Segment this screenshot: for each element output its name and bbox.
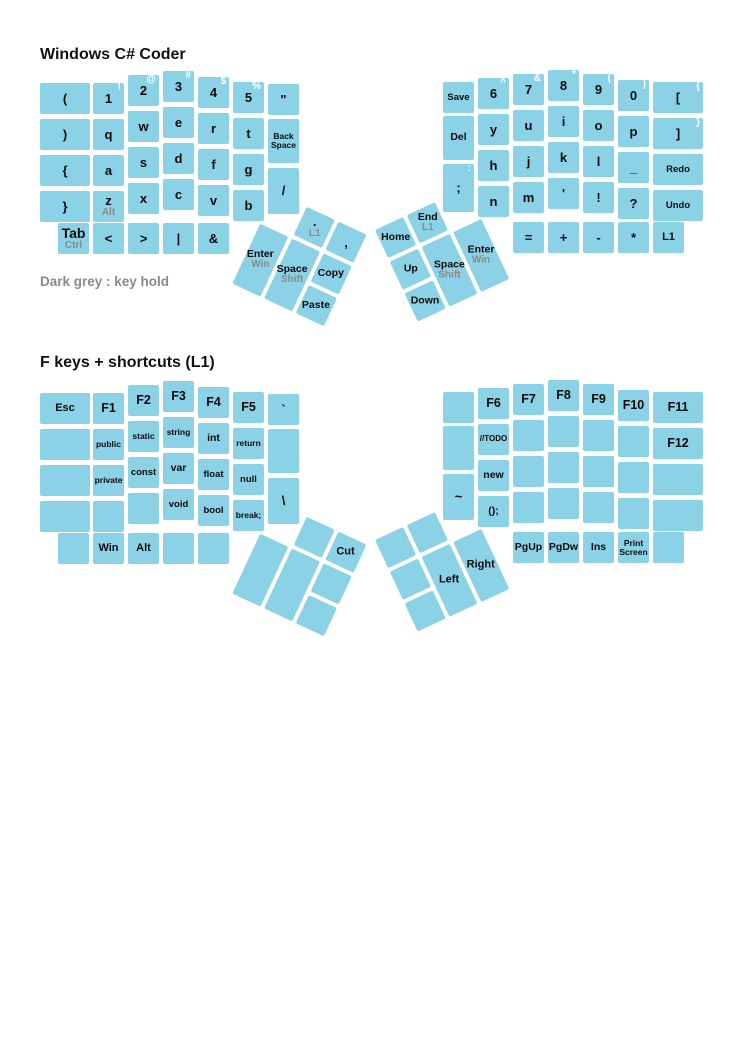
key-exclamation (583, 182, 614, 213)
key-pgup (513, 532, 544, 563)
key-label: b (244, 197, 253, 213)
key-label: void (168, 498, 189, 510)
key-back-space (268, 119, 299, 163)
key-minus (583, 222, 614, 253)
base-layer-title: Windows C# Coder (40, 46, 186, 63)
key-blank (128, 493, 159, 524)
key-blank (513, 456, 544, 487)
key-label: ] (675, 125, 681, 141)
key-static (128, 421, 159, 452)
key-label: L1 (662, 230, 675, 243)
key-label: c (174, 186, 183, 202)
key-4 (198, 77, 229, 108)
key-blank (198, 533, 229, 564)
key-label: y (489, 121, 498, 137)
key-const (128, 457, 159, 488)
key-blank (268, 429, 299, 473)
key-l (583, 146, 614, 177)
key-label: 7 (524, 81, 533, 97)
key-f10 (618, 390, 649, 421)
key-j (513, 146, 544, 177)
key-q (93, 119, 124, 150)
key-label: Cut (336, 545, 356, 558)
key-label: - (596, 229, 601, 245)
key-label: Win (98, 541, 119, 554)
key-ampersand (198, 223, 229, 254)
key-label: private (94, 475, 123, 486)
legend-note: Dark grey : key hold (40, 274, 170, 289)
shifted-symbol-label: & (533, 73, 541, 84)
key-h (478, 150, 509, 181)
key-undo (653, 190, 703, 221)
key-label: u (524, 117, 533, 133)
key-f6 (478, 388, 509, 419)
key-label: Redo (666, 163, 690, 175)
key-label: Ins (590, 540, 607, 553)
key-label: bool (203, 504, 224, 516)
key-t (233, 118, 264, 149)
key-label: F2 (136, 392, 151, 407)
key-null (233, 464, 264, 495)
key-label: < (104, 230, 113, 246)
key-label: | (176, 230, 181, 246)
key-label: F5 (241, 399, 256, 414)
key-label: Enter (246, 248, 274, 261)
key-9 (583, 74, 614, 105)
key-plus (548, 222, 579, 253)
key-todo-comment (478, 424, 509, 455)
key-label: new (483, 468, 504, 481)
key-label: Space (276, 263, 308, 276)
key-label: Up (403, 262, 418, 275)
hold-label: Alt (101, 207, 116, 219)
key-w (128, 111, 159, 142)
key-r (198, 113, 229, 144)
key-label: i (561, 113, 566, 129)
key-label: 5 (244, 89, 253, 105)
key-label: \ (281, 493, 286, 509)
key-label: , (344, 234, 348, 250)
key-0 (618, 80, 649, 111)
key-blank (40, 429, 90, 460)
key-label: k (559, 149, 568, 165)
key-label: d (174, 150, 183, 166)
key-label: > (139, 230, 148, 246)
key-label: PgUp (514, 540, 543, 553)
key-b (233, 190, 264, 221)
key-blank (58, 533, 89, 564)
key-alt (128, 533, 159, 564)
key-bracket-close (653, 118, 703, 149)
key-label: & (208, 230, 219, 246)
key-brace-close (40, 191, 90, 222)
key-f4 (198, 387, 229, 418)
key-label: * (630, 229, 637, 245)
key-1 (93, 83, 124, 114)
key-label: ) (62, 126, 68, 142)
key-paren-close (40, 119, 90, 150)
key-blank (653, 464, 703, 495)
key-private (93, 465, 124, 496)
key-label: 4 (209, 84, 218, 100)
key-label: F4 (206, 394, 221, 409)
key-string (163, 417, 194, 448)
key-underscore (618, 152, 649, 183)
key-label: var (170, 461, 187, 474)
key-label: Right (467, 558, 496, 571)
key-blank (618, 498, 649, 529)
key-f2 (128, 385, 159, 416)
key-brace-open (40, 155, 90, 186)
key-backtick (268, 394, 299, 425)
shifted-symbol-label: ^ (500, 77, 506, 88)
key-label: F9 (591, 391, 606, 406)
key-label: p (629, 123, 638, 139)
key-semicolon (443, 164, 474, 212)
shifted-symbol-label: : (467, 163, 471, 174)
key-ins (583, 532, 614, 563)
key-label: //TODO (479, 434, 508, 444)
key-f9 (583, 384, 614, 415)
key-d (163, 143, 194, 174)
key-label: ' (561, 185, 566, 201)
key-c (163, 179, 194, 210)
key-label: j (526, 153, 531, 169)
hold-label: L1 (308, 227, 321, 239)
shifted-symbol-label: ) (642, 79, 646, 90)
shifted-symbol-label: # (185, 70, 191, 81)
key-label: " (280, 91, 287, 107)
key-label: } (62, 198, 68, 214)
key-blank (583, 492, 614, 523)
hold-label: L1 (421, 221, 434, 233)
key-label: w (138, 118, 149, 134)
key-public (93, 429, 124, 460)
key-label: F11 (667, 399, 689, 414)
key-f3 (163, 381, 194, 412)
key-n (478, 186, 509, 217)
key-blank (93, 501, 124, 532)
shifted-symbol-label: * (572, 69, 576, 80)
key-blank (443, 392, 474, 423)
key-label: F12 (667, 435, 689, 450)
key-var (163, 453, 194, 484)
hold-label: Shift (438, 269, 461, 281)
key-label: Del (450, 131, 467, 144)
key-label: int (207, 431, 220, 444)
key-paren-open (40, 83, 90, 114)
key-2 (128, 75, 159, 106)
key-blank (618, 426, 649, 457)
shifted-symbol-label: @ (146, 74, 156, 85)
key-return (233, 428, 264, 459)
key-question (618, 188, 649, 219)
key-f11 (653, 392, 703, 423)
key-blank (653, 500, 703, 531)
key-label: const (130, 466, 157, 478)
key-label: break; (235, 510, 262, 521)
key-blank (653, 532, 684, 563)
key-void (163, 489, 194, 520)
key-label: string (166, 427, 191, 438)
key-label: PgDw (548, 540, 579, 553)
key-blank (513, 420, 544, 451)
key-label: F6 (486, 395, 501, 410)
key-label: o (594, 117, 603, 133)
key-label: Paste (302, 299, 331, 312)
key-p (618, 116, 649, 147)
key-label: h (489, 157, 498, 173)
key-label: . (312, 214, 317, 230)
key-z (93, 191, 124, 222)
shifted-symbol-label: { (696, 81, 700, 92)
hold-label: Win (251, 259, 270, 271)
key-label: [ (675, 89, 681, 105)
key-blank (443, 426, 474, 470)
key-new (478, 460, 509, 491)
key-print-screen (618, 532, 649, 563)
key-label: Save (447, 91, 470, 103)
key-label: F7 (521, 391, 536, 406)
key-label: z (105, 193, 112, 209)
key-greater-than (128, 223, 159, 254)
key-blank (583, 456, 614, 487)
key-6 (478, 78, 509, 109)
key-label: q (104, 126, 113, 142)
key-label: null (240, 473, 257, 485)
key-label: g (244, 161, 253, 177)
key-8 (548, 70, 579, 101)
key-label: _ (629, 159, 638, 175)
key-equals (513, 222, 544, 253)
key-label: ( (62, 90, 68, 106)
key-slash (268, 168, 299, 214)
key-f1 (93, 393, 124, 424)
key-label: Space (434, 258, 465, 271)
shifted-symbol-label: } (696, 117, 700, 128)
key-label: ` (281, 401, 286, 417)
key-label: m (522, 189, 535, 205)
key-label: 1 (104, 90, 113, 106)
key-label: 9 (594, 81, 603, 97)
key-label: s (139, 154, 148, 170)
key-label: Esc (55, 401, 75, 414)
key-blank (618, 462, 649, 493)
key-label: Home (381, 230, 411, 243)
shifted-symbol-label: ( (607, 73, 611, 84)
key-label: v (209, 192, 218, 208)
key-label: Undo (665, 199, 691, 211)
key-label: n (489, 193, 498, 209)
key-label: F1 (101, 400, 116, 415)
key-float (198, 459, 229, 490)
key-f8 (548, 380, 579, 411)
key-f12 (653, 428, 703, 459)
key-label: Print Screen (619, 537, 648, 557)
key-label: 6 (489, 85, 498, 101)
key-label: float (203, 468, 224, 480)
key-label: static (132, 431, 155, 442)
key-blank (163, 533, 194, 564)
shifted-symbol-label: $ (220, 76, 226, 87)
key-label: + (559, 229, 568, 245)
key-tab (58, 223, 89, 254)
key-asterisk (618, 222, 649, 253)
key-backslash (268, 478, 299, 524)
key-f7 (513, 384, 544, 415)
key-l1 (653, 222, 684, 253)
key-label: ? (629, 195, 638, 211)
key-label: Alt (136, 541, 151, 554)
key-i (548, 106, 579, 137)
key-label: l (596, 153, 601, 169)
key-label: = (524, 229, 533, 245)
key-label: F3 (171, 388, 186, 403)
key-pipe (163, 223, 194, 254)
key-save (443, 82, 474, 113)
key-label: r (210, 120, 217, 136)
key-label: public (95, 439, 122, 450)
key-m (513, 182, 544, 213)
key-del (443, 116, 474, 160)
key-blank (583, 420, 614, 451)
key-e (163, 107, 194, 138)
key-u (513, 110, 544, 141)
key-k (548, 142, 579, 173)
key-7 (513, 74, 544, 105)
key-blank (548, 416, 579, 447)
key-g (233, 154, 264, 185)
key-redo (653, 154, 703, 185)
key-tilde (443, 474, 474, 520)
key-label: ~ (454, 489, 463, 505)
hold-label: Ctrl (64, 239, 83, 251)
key-pgdw (548, 532, 579, 563)
key-label: 3 (174, 78, 183, 94)
key-label: t (246, 125, 251, 141)
key-a (93, 155, 124, 186)
key-bool (198, 495, 229, 526)
key-less-than (93, 223, 124, 254)
key-win (93, 533, 124, 564)
key-o (583, 110, 614, 141)
shifted-symbol-label: % (252, 81, 261, 92)
key-bracket-open (653, 82, 703, 113)
key-label: 8 (559, 77, 568, 93)
key-blank (40, 501, 90, 532)
key-label: Tab (61, 224, 86, 241)
key-label: 0 (629, 87, 638, 103)
key-label: Enter (467, 243, 495, 256)
key-double-quote (268, 84, 299, 115)
key-esc (40, 393, 90, 424)
hold-label: Win (472, 254, 491, 266)
key-label: { (62, 162, 68, 178)
key-label: F10 (622, 397, 645, 412)
key-label: End (417, 210, 438, 223)
key-label: F8 (556, 387, 571, 402)
key-s (128, 147, 159, 178)
key-label: Back Space (270, 131, 297, 150)
key-f5 (233, 392, 264, 423)
key-label: Left (439, 573, 460, 586)
key-label: ; (456, 180, 461, 196)
key-apostrophe (548, 178, 579, 209)
key-label: return (236, 438, 261, 449)
key-label: Copy (318, 267, 345, 280)
key-label: e (174, 114, 183, 130)
key-3 (163, 71, 194, 102)
key-label: Down (410, 294, 440, 307)
key-blank (513, 492, 544, 523)
key-int (198, 423, 229, 454)
hold-label: Shift (280, 274, 304, 286)
key-parens-semicolon (478, 496, 509, 527)
function-layer-title: F keys + shortcuts (L1) (40, 354, 215, 371)
key-label: (); (488, 504, 499, 517)
key-y (478, 114, 509, 145)
key-v (198, 185, 229, 216)
key-blank (548, 488, 579, 519)
key-label: x (139, 190, 148, 206)
key-label: f (211, 156, 216, 172)
key-label: / (281, 183, 286, 199)
key-label: a (104, 162, 113, 178)
key-f (198, 149, 229, 180)
shifted-symbol-label: ! (117, 82, 121, 93)
key-blank (40, 465, 90, 496)
key-5 (233, 82, 264, 113)
key-label: ! (596, 189, 601, 205)
key-label: 2 (139, 82, 148, 98)
key-blank (548, 452, 579, 483)
key-x (128, 183, 159, 214)
key-break (233, 500, 264, 531)
